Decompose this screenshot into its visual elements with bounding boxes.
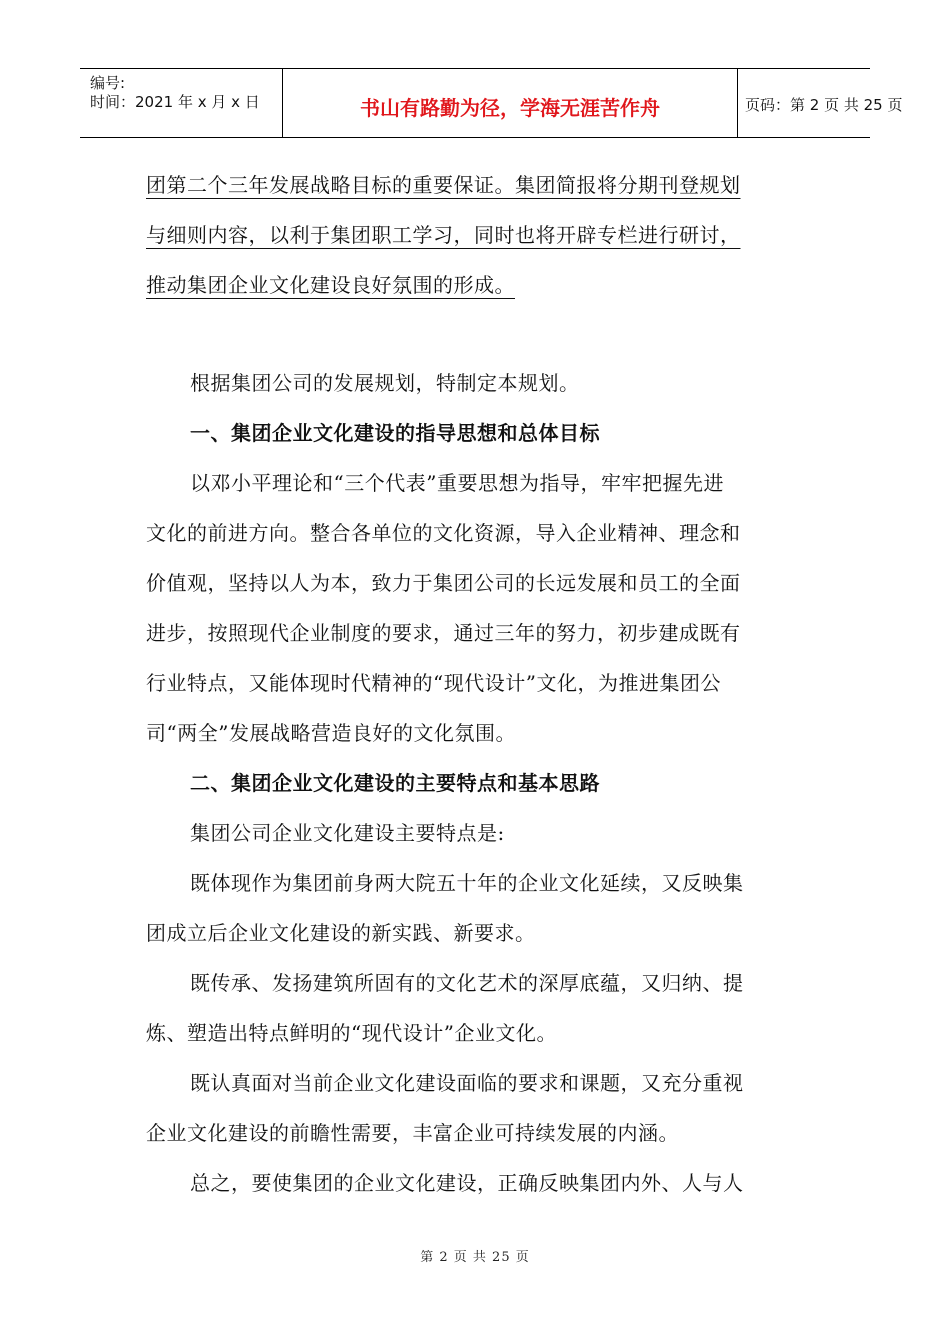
body-line: 与细则内容，以利于集团职工学习，同时也将开辟专栏进行研讨，: [146, 223, 741, 247]
body-line: 进步，按照现代企业制度的要求，通过三年的努力，初步建成既有: [146, 621, 741, 645]
document-time-label: 时间：2021 年 x 月 x 日: [90, 93, 260, 111]
section-heading: 一、集团企业文化建设的指导思想和总体目标: [190, 421, 600, 445]
header-motto: 书山有路勤为径，学海无涯苦作舟: [360, 96, 660, 120]
body-line: 推动集团企业文化建设良好氛围的形成。: [146, 273, 515, 297]
body-line: 既体现作为集团前身两大院五十年的企业文化延续，又反映集: [190, 871, 744, 895]
body-line: 司“两全”发展战略营造良好的文化氛围。: [146, 721, 516, 745]
footer-page-number: 第 2 页 共 25 页: [420, 1250, 530, 1265]
header-page-cell: [737, 69, 903, 137]
body-line: 团成立后企业文化建设的新实践、新要求。: [146, 921, 536, 945]
section-heading: 二、集团企业文化建设的主要特点和基本思路: [190, 771, 600, 795]
body-line: 文化的前进方向。整合各单位的文化资源，导入企业精神、理念和: [146, 521, 741, 545]
body-line: 既传承、发扬建筑所固有的文化艺术的深厚底蕴，又归纳、提: [190, 971, 744, 995]
body-line: 集团公司企业文化建设主要特点是:: [190, 821, 505, 845]
body-line: 行业特点，又能体现时代精神的“现代设计”文化，为推进集团公: [146, 671, 721, 695]
body-line: 企业文化建设的前瞻性需要，丰富企业可持续发展的内涵。: [146, 1121, 679, 1145]
body-line: 团第二个三年发展战略目标的重要保证。集团简报将分期刊登规划: [146, 173, 741, 197]
header-page-label: 页码：第 2 页 共 25 页: [745, 96, 903, 114]
header-motto-cell: [282, 69, 738, 137]
header-meta-cell: [80, 69, 282, 137]
body-line: 既认真面对当前企业文化建设面临的要求和课题，又充分重视: [190, 1071, 744, 1095]
body-line: 总之，要使集团的企业文化建设，正确反映集团内外、人与人: [190, 1171, 744, 1195]
document-header: [80, 68, 903, 138]
body-line: 根据集团公司的发展规划，特制定本规划。: [190, 371, 580, 395]
document-number-label: 编号:: [90, 74, 126, 92]
body-line: 价值观，坚持以人为本，致力于集团公司的长远发展和员工的全面: [146, 571, 741, 595]
body-line: 炼、塑造出特点鲜明的“现代设计”企业文化。: [146, 1021, 557, 1045]
body-line: 以邓小平理论和“三个代表”重要思想为指导，牢牢把握先进: [190, 471, 724, 495]
